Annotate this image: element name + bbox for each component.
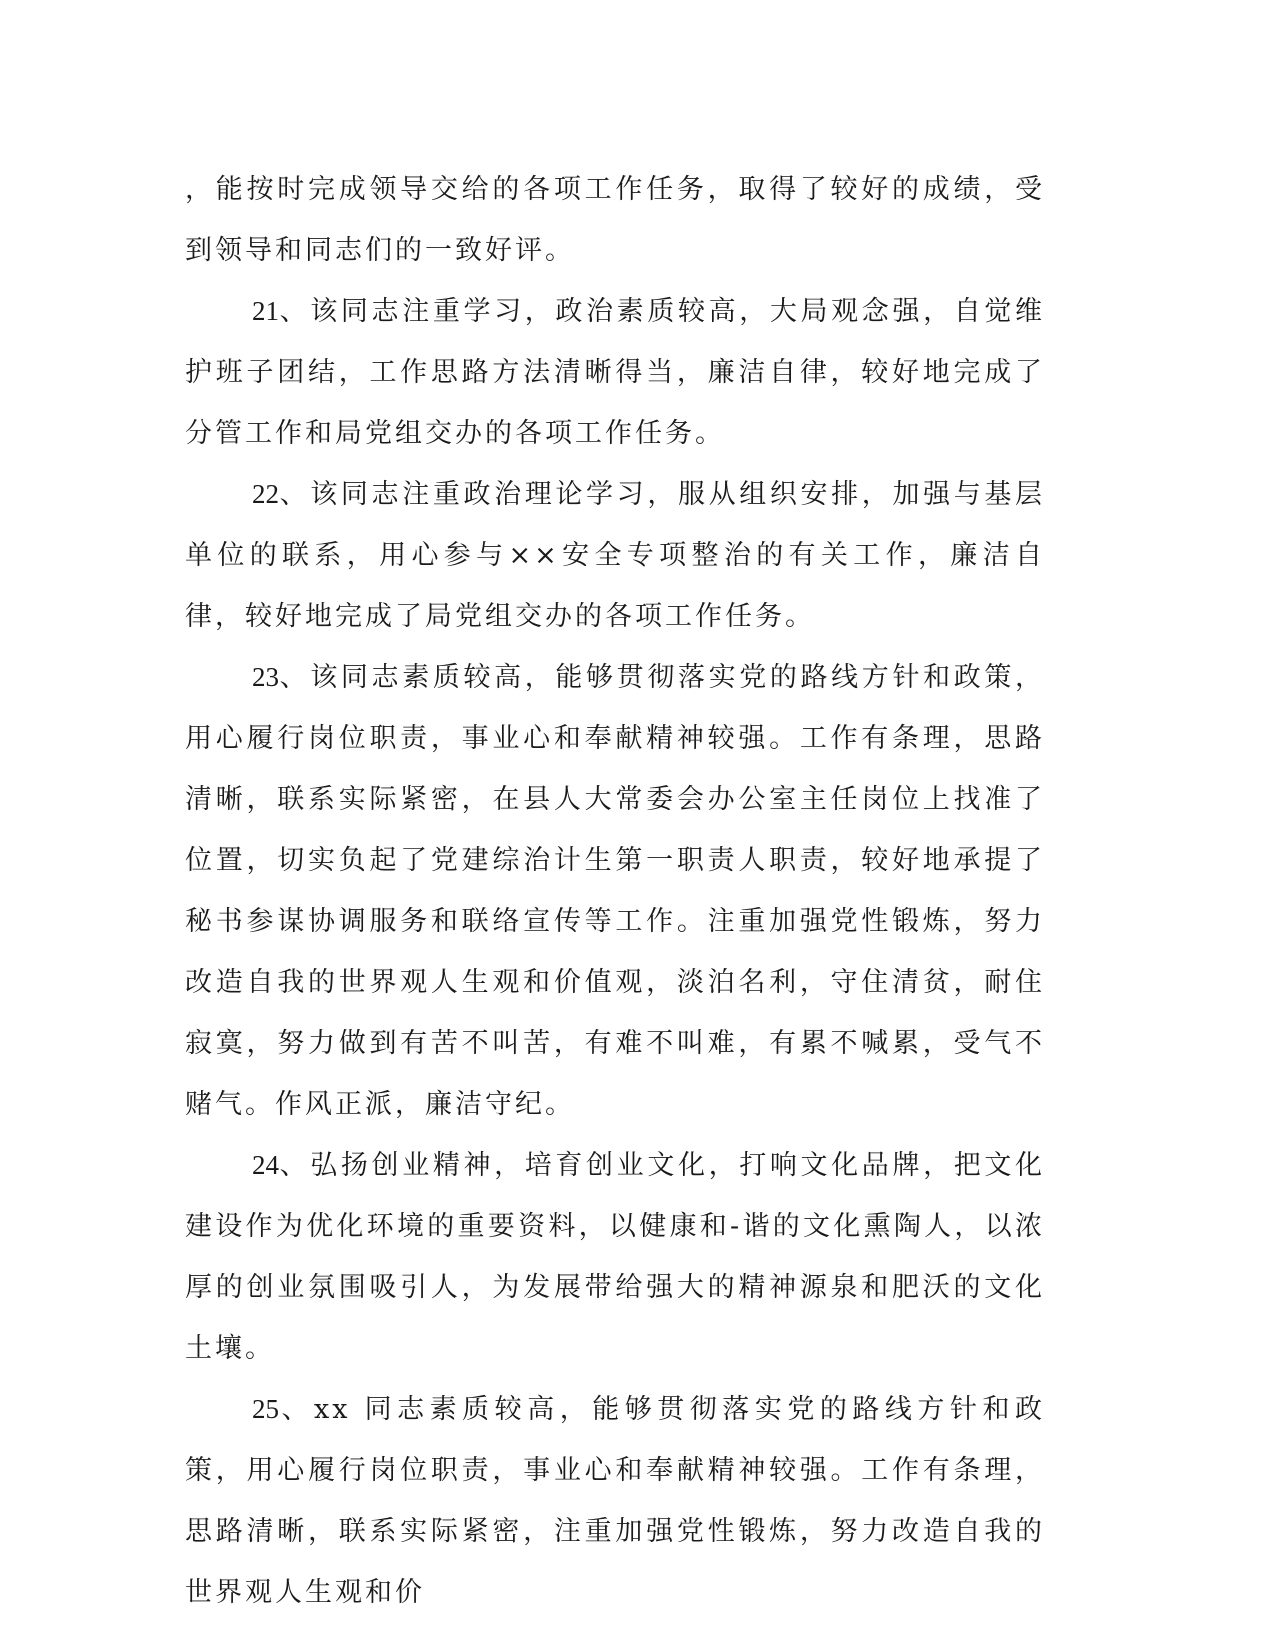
- paragraph-text: 、该同志注重政治理论学习，服从组织安排，加强与基层单位的联系，用心参与××安全专项整治的有关工作，廉洁自律，较好地完成了局党组交办的各项工作任务。: [185, 479, 1045, 632]
- paragraph-text: 、xx 同志素质较高，能够贯彻落实党的路线方针和政策，用心履行岗位职责，事业心和奉献精神较强。工作有条理，思路清晰，联系实际紧密，注重加强党性锻炼，努力改造自我的世界观人生观和价: [185, 1394, 1045, 1608]
- body-text: [185, 159, 1045, 1623]
- paragraph-item-23: [185, 647, 1045, 1135]
- paragraph-text: 、弘扬创业精神，培育创业文化，打响文化品牌，把文化建设作为优化环境的重要资料，以健康和-谐的文化熏陶人，以浓厚的创业氛围吸引人，为发展带给强大的精神源泉和肥沃的文化土壤。: [185, 1150, 1045, 1364]
- paragraph-continuation: [185, 159, 1045, 281]
- paragraph-item-22: [185, 464, 1045, 647]
- item-number: 23: [252, 662, 279, 692]
- item-number: 24: [252, 1150, 279, 1180]
- item-number: 25: [252, 1394, 279, 1424]
- paragraph-item-21: [185, 281, 1045, 464]
- paragraph-text: 、该同志素质较高，能够贯彻落实党的路线方针和政策，用心履行岗位职责，事业心和奉献精神较强。工作有条理，思路清晰，联系实际紧密，在县人大常委会办公室主任岗位上找准了位置，切实负起了党建综治计生第一职责人职责，较好地承提了秘书参谋协调服务和联络宣传等工作。注重加强党性锻炼，努力改造自我的世界观人生观和价值观，淡泊名利，守住清贫，耐住寂寞，努力做到有苦不叫苦，有难不叫难，有累不喊累，受气不赌气。作风正派，廉洁守纪。: [185, 662, 1045, 1120]
- item-number: 21: [252, 296, 279, 326]
- paragraph-text: ，能按时完成领导交给的各项工作任务，取得了较好的成绩，受到领导和同志们的一致好评。: [185, 174, 1045, 266]
- paragraph-text: 、该同志注重学习，政治素质较高，大局观念强，自觉维护班子团结，工作思路方法清晰得当，廉洁自律，较好地完成了分管工作和局党组交办的各项工作任务。: [185, 296, 1045, 449]
- paragraph-item-25: [185, 1379, 1045, 1623]
- item-number: 22: [252, 479, 279, 509]
- paragraph-item-24: [185, 1135, 1045, 1379]
